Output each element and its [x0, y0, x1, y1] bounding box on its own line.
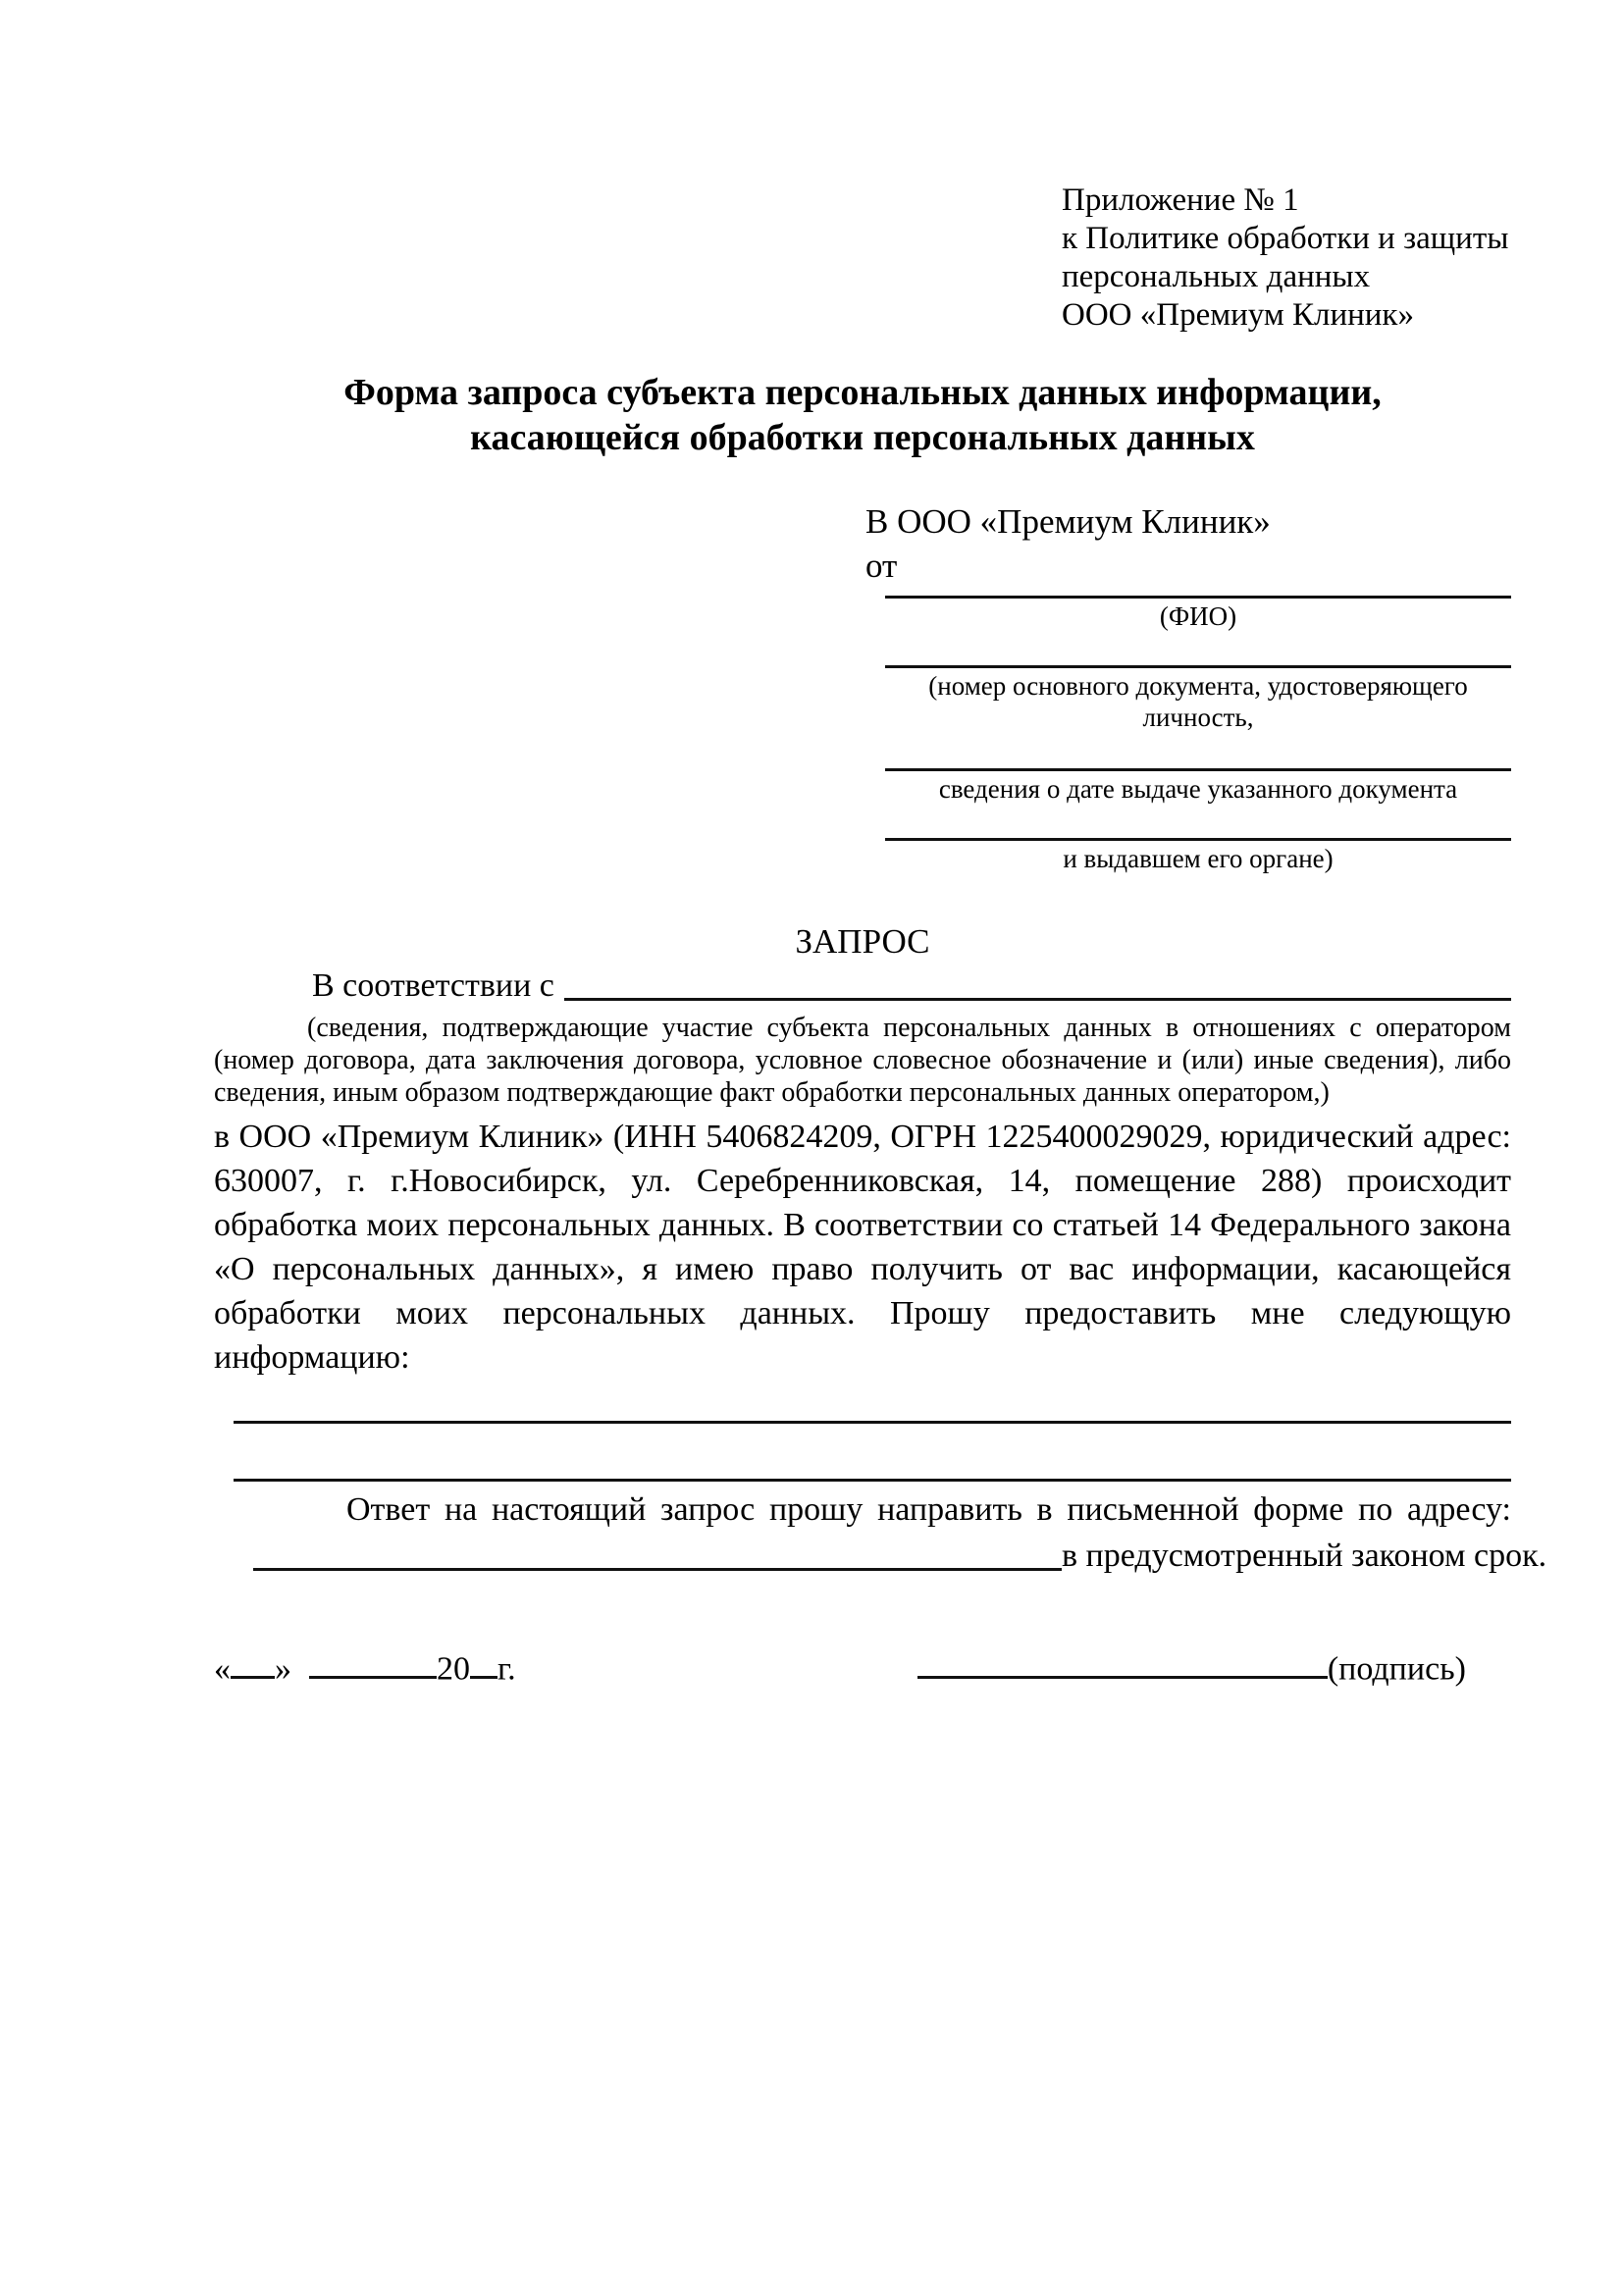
document-title	[214, 370, 1511, 460]
date-year-field-line	[470, 1644, 497, 1679]
reply-suffix-text: в предусмотренный законом срок.	[1062, 1538, 1547, 1574]
date-year-suffix: г.	[497, 1650, 516, 1688]
date-day-field-line	[231, 1644, 275, 1679]
requested-info-field-line-1	[234, 1421, 1511, 1424]
appendix-header	[1062, 182, 1511, 335]
reply-address-row	[214, 1534, 1547, 1578]
addressee-to: В ООО «Премиум Клиник»	[865, 502, 1271, 541]
date-quote-close: »	[275, 1650, 291, 1688]
signature-caption: (подпись)	[1327, 1650, 1466, 1688]
id-document-issuer-caption: и выдавшем его органе)	[1063, 844, 1334, 873]
date-signature-row	[214, 1644, 1511, 1691]
fio-field-caption: (ФИО)	[1159, 601, 1237, 631]
basis-footnote: (сведения, подтверждающие участие субъекта персональных данных в отношениях с оператором (номер договора, дата заключения договора, условное словесное обозначение и (или) иные сведения), либо сведения, иным образом подтверждающие факт обработки персональных данных оператором,)	[214, 1013, 1511, 1108]
document-title-line-1: Форма запроса субъекта персональных данных информации,	[343, 372, 1382, 413]
date-month-field-line	[309, 1644, 437, 1679]
request-heading: ЗАПРОС	[795, 922, 930, 961]
requested-info-field-line-2	[234, 1479, 1511, 1482]
id-document-date-caption: сведения о дате выдаче указанного документа	[938, 774, 1458, 804]
document-title-line-2: касающейся обработки персональных данных	[470, 417, 1255, 458]
basis-field-line	[564, 998, 1511, 1001]
addressee-from: от	[865, 547, 898, 585]
id-document-date-field	[885, 768, 1511, 805]
appendix-header-line-4: ООО «Премиум Клиник»	[1062, 297, 1414, 333]
appendix-header-line-1: Приложение № 1	[1062, 183, 1299, 218]
addressee-block	[865, 499, 1511, 874]
id-document-issuer-field	[885, 838, 1511, 874]
signature-field-line	[917, 1644, 1328, 1679]
date-year-prefix: 20	[437, 1650, 470, 1688]
basis-row	[214, 965, 1511, 1008]
id-document-number-field	[885, 665, 1511, 733]
date-quote-open: «	[214, 1650, 231, 1688]
reply-instruction-text: Ответ на настоящий запрос прошу направить в письменной форме по адресу:	[346, 1491, 1511, 1528]
appendix-header-line-2: к Политике обработки и защиты	[1062, 221, 1509, 256]
request-body-text: в ООО «Премиум Клиник» (ИНН 5406824209, ОГРН 1225400029029, юридический адрес: 630007, г. г.Новосибирск, ул. Серебренниковская, 14, помещение 288) происходит обработка моих персональных данных. В соответствии со статьей 14 Федерального закона «О персональных данных», я имею право получить от вас информации, касающейся обработки моих персональных данных. Прошу предоставить мне следующую информацию:	[214, 1119, 1511, 1376]
fio-field	[885, 596, 1511, 632]
appendix-header-line-3: персональных данных	[1062, 259, 1371, 294]
basis-intro-text: В соответствии с	[312, 967, 554, 1004]
date-field	[214, 1644, 516, 1691]
id-document-number-caption: (номер основного документа, удостоверяющего личность,	[928, 671, 1468, 732]
signature-field	[917, 1644, 1511, 1691]
reply-address-field-line	[253, 1568, 1062, 1571]
